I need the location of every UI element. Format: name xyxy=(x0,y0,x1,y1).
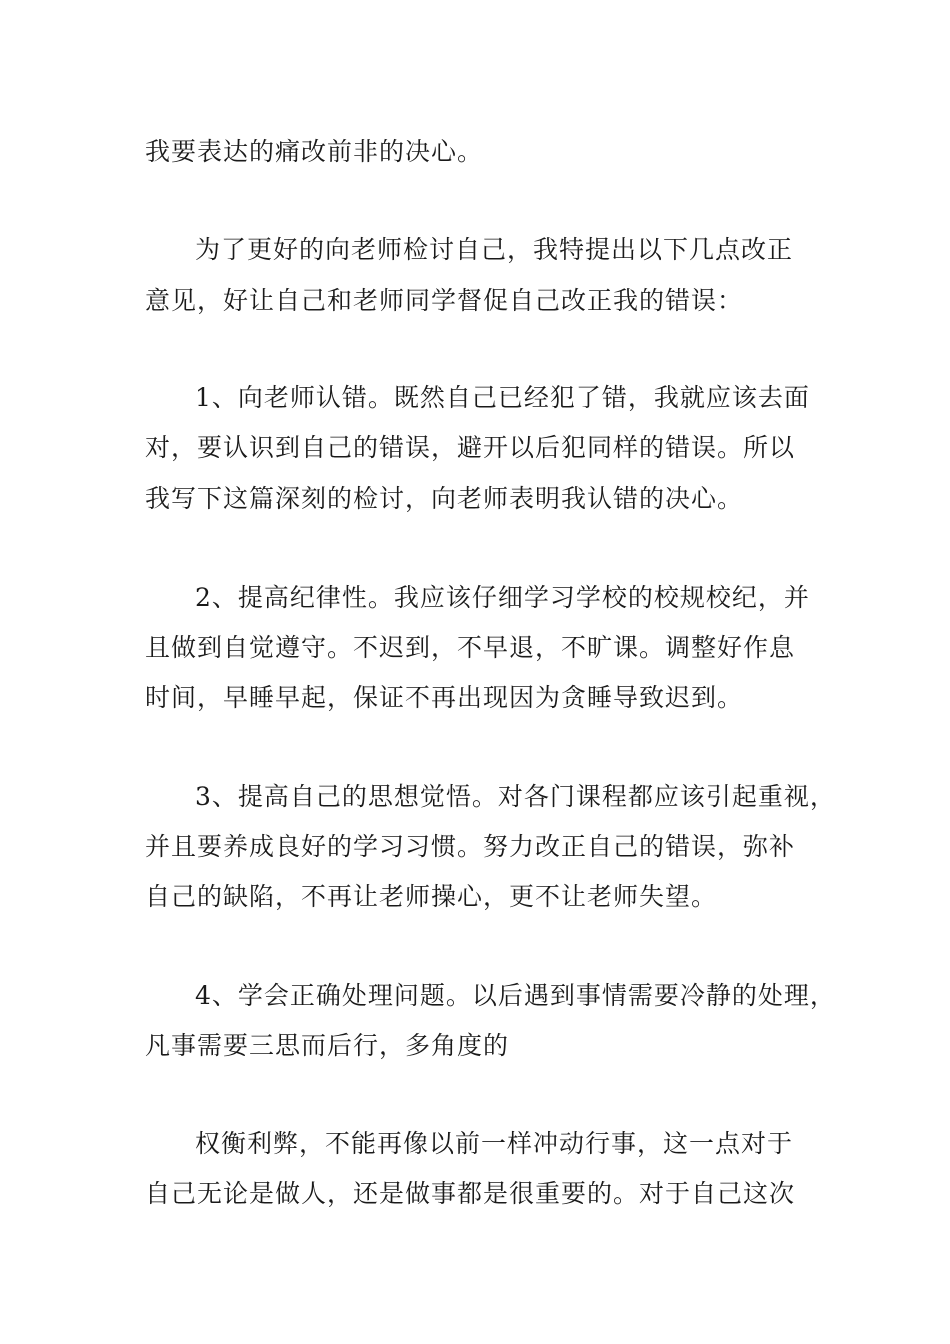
text-line: 意见，好让自己和老师同学督促自己改正我的错误： xyxy=(145,286,744,315)
paragraph-line: 2、提高纪律性。我应该仔细学习学校的校规校纪，并 xyxy=(195,583,810,612)
text-line: 时间，早睡早起，保证不再出现因为贪睡导致迟到。 xyxy=(145,683,744,712)
text-line: 对，要认识到自己的错误，避开以后犯同样的错误。所以 xyxy=(145,433,796,462)
paragraph-line: 3、提高自己的思想觉悟。对各门课程都应该引起重视， xyxy=(195,782,836,811)
text-line: 自己无论是做人，还是做事都是很重要的。对于自己这次 xyxy=(145,1179,796,1208)
text-line: 凡事需要三思而后行，多角度的 xyxy=(145,1031,510,1060)
text-line: 我写下这篇深刻的检讨，向老师表明我认错的决心。 xyxy=(145,484,744,513)
text-line: 我要表达的痛改前非的决心。 xyxy=(145,137,484,166)
paragraph-line: 为了更好的向老师检讨自己，我特提出以下几点改正 xyxy=(195,235,794,264)
paragraph-line: 1、向老师认错。既然自己已经犯了错，我就应该去面 xyxy=(195,383,810,412)
paragraph-line: 权衡利弊，不能再像以前一样冲动行事，这一点对于 xyxy=(195,1129,794,1158)
text-line: 且做到自觉遵守。不迟到，不早退，不旷课。调整好作息 xyxy=(145,633,796,662)
paragraph-line: 4、学会正确处理问题。以后遇到事情需要冷静的处理， xyxy=(195,981,836,1010)
text-line: 并且要养成良好的学习习惯。努力改正自己的错误，弥补 xyxy=(145,832,796,861)
text-line: 自己的缺陷，不再让老师操心，更不让老师失望。 xyxy=(145,882,718,911)
